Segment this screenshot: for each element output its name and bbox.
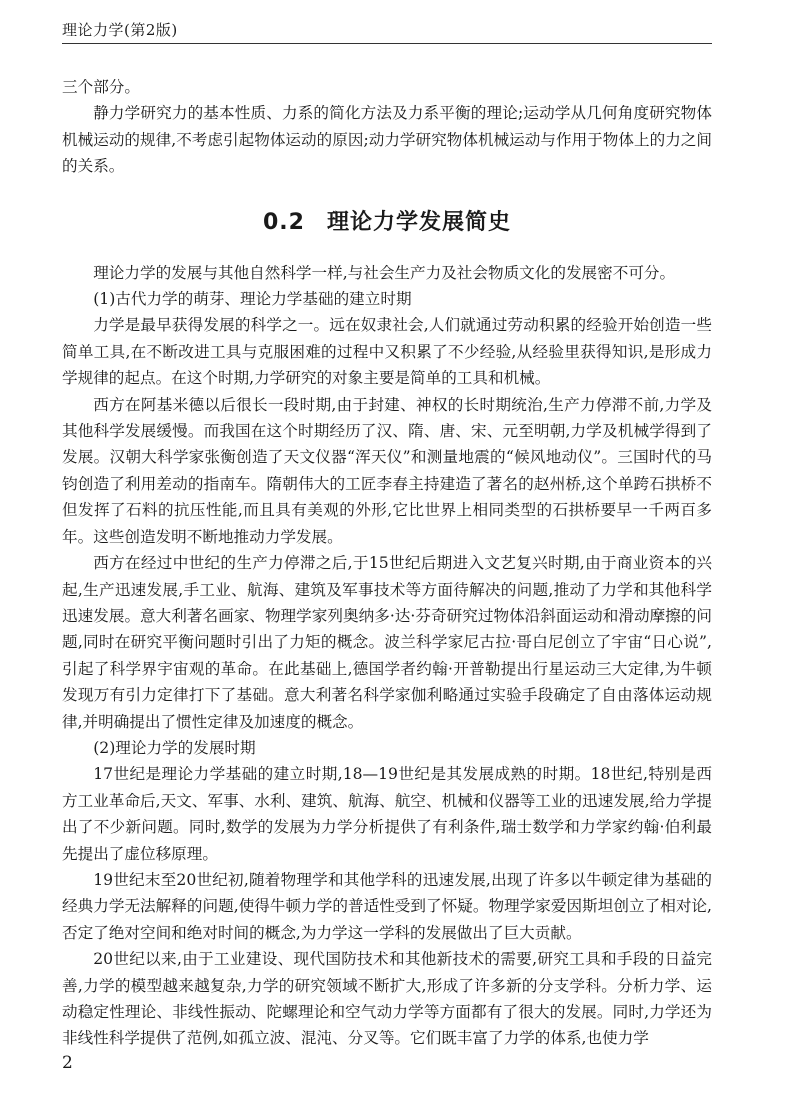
running-header: 理论力学(第2版) bbox=[62, 21, 178, 39]
page-number: 2 bbox=[62, 1053, 73, 1073]
paragraph: 理论力学的发展与其他自然科学一样,与社会生产力及社会物质文化的发展密不可分。 bbox=[93, 263, 676, 282]
page-body bbox=[62, 74, 712, 1052]
section-number: 0.2 bbox=[263, 209, 305, 235]
section-heading bbox=[62, 208, 712, 238]
header-rule bbox=[62, 43, 712, 44]
intro-paragraph-2: 静力学研究力的基本性质、力系的简化方法及力系平衡的理论;运动学从几何角度研究物体机械运动的规律,不考虑引起物体运动的原因;动力学研究物体机械运动与作用于物体上的力之间的关系。 bbox=[62, 104, 712, 176]
paragraph: 力学是最早获得发展的科学之一。远在奴隶社会,人们就通过劳动积累的经验开始创造一些简单工具,在不断改进工具与克服困难的过程中又积累了不少经验,从经验里获得知识,是形成力学规律的起点。在这个时期,力学研究的对象主要是简单的工具和机械。 bbox=[62, 316, 712, 388]
intro-paragraph-1: 三个部分。 bbox=[62, 78, 140, 96]
subheading-development-period: (2)理论力学的发展时期 bbox=[93, 738, 256, 757]
subheading-ancient-period: (1)古代力学的萌芽、理论力学基础的建立时期 bbox=[93, 290, 412, 309]
paragraph: 西方在阿基米德以后很长一段时期,由于封建、神权的长时期统治,生产力停滞不前,力学及其他科学发展缓慢。而我国在这个时期经历了汉、隋、唐、宋、元至明朝,力学及机械学得到了发展。汉朝大科学家张衡创造了天文仪器“浑天仪”和测量地震的“候风地动仪”。三国时代的马钧创造了利用差动的指南车。隋朝伟大的工匠李春主持建造了著名的赵州桥,这个单跨石拱桥不但发挥了石料的抗压性能,而且具有美观的外形,它比世界上相同类型的石拱桥要早一千两百多年。这些创造发明不断地推动力学发展。 bbox=[62, 395, 712, 546]
paragraph: 19世纪末至20世纪初,随着物理学和其他学科的迅速发展,出现了许多以牛顿定律为基础的经典力学无法解释的问题,使得牛顿力学的普适性受到了怀疑。物理学家爱因斯坦创立了相对论,否定了绝对空间和绝对时间的概念,为力学这一学科的发展做出了巨大贡献。 bbox=[62, 870, 712, 942]
section-title: 理论力学发展简史 bbox=[326, 209, 511, 235]
paragraph: 西方在经过中世纪的生产力停滞之后,于15世纪后期进入文艺复兴时期,由于商业资本的兴起,生产迅速发展,手工业、航海、建筑及军事技术等方面待解决的问题,推动了力学和其他科学迅速发展。意大利著名画家、物理学家列奥纳多·达·芬奇研究过物体沿斜面运动和滑动摩擦的问题,同时在研究平衡问题时引出了力矩的概念。波兰科学家尼古拉·哥白尼创立了宇宙“日心说”,引起了科学界宇宙观的革命。在此基础上,德国学者约翰·开普勒提出行星运动三大定律,为牛顿发现万有引力定律打下了基础。意大利著名科学家伽利略通过实验手段确定了自由落体运动规律,并明确提出了惯性定律及加速度的概念。 bbox=[62, 554, 712, 731]
paragraph: 20世纪以来,由于工业建设、现代国防技术和其他新技术的需要,研究工具和手段的日益完善,力学的模型越来越复杂,力学的研究领域不断扩大,形成了许多新的分支学科。分析力学、运动稳定性理论、非线性振动、陀螺理论和空气动力学等方面都有了很大的发展。同时,力学还为非线性科学提供了范例,如孤立波、混沌、分叉等。它们既丰富了力学的体系,也使力学 bbox=[62, 950, 712, 1048]
paragraph: 17世纪是理论力学基础的建立时期,18—19世纪是其发展成熟的时期。18世纪,特别是西方工业革命后,天文、军事、水利、建筑、航海、航空、机械和仪器等工业的迅速发展,给力学提出了不少新问题。同时,数学的发展为力学分析提供了有利条件,瑞士数学和力学家约翰·伯利最先提出了虚位移原理。 bbox=[62, 765, 712, 863]
